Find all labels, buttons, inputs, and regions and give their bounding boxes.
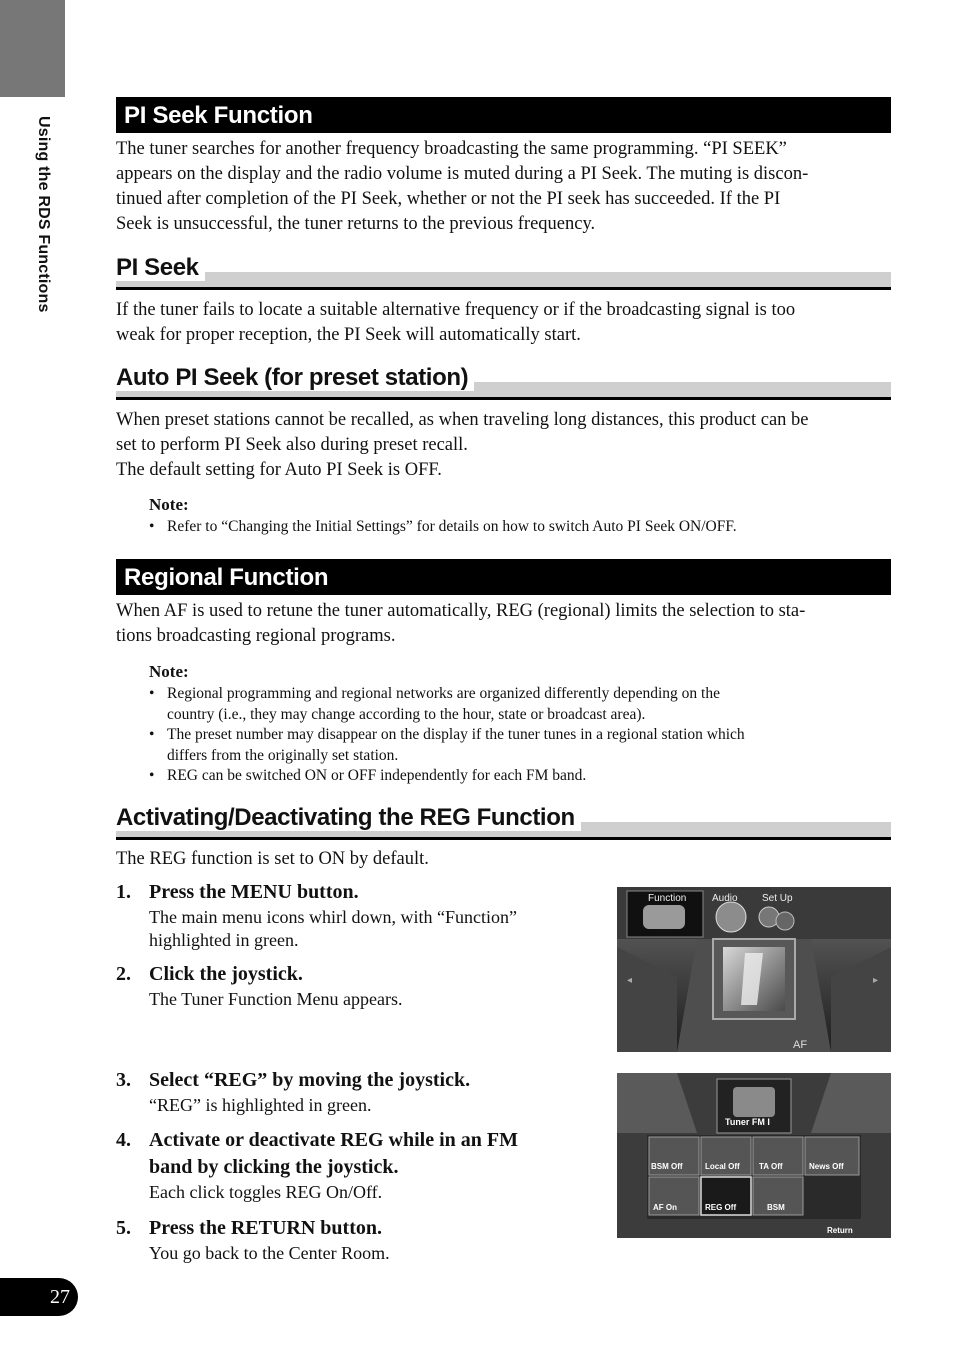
tuner-function-screenshot	[617, 1073, 891, 1238]
regional-function-paragraph	[116, 599, 891, 649]
left-arrow-icon: ◂	[627, 975, 633, 986]
step-1	[116, 879, 586, 952]
heading-text: Activating/Deactivating the REG Function	[116, 804, 581, 831]
note-line: • Regional programming and regional networks are organized differently depending on the	[167, 685, 720, 702]
bsm-off-label: BSM Off	[651, 1162, 683, 1171]
step-description	[116, 1242, 586, 1265]
step-number: 3.	[116, 1069, 131, 1091]
step-title	[116, 1067, 586, 1094]
step-title	[116, 879, 586, 906]
tab-function[interactable]: Function	[648, 893, 687, 904]
step-4	[116, 1127, 586, 1204]
note-line: differs from the originally set station.	[167, 746, 399, 764]
note-list	[149, 517, 869, 538]
bsm-label: BSM	[767, 1203, 785, 1212]
text-line: When AF is used to retune the tuner automatically, REG (regional) limits the selection to sta-	[116, 601, 806, 621]
step-desc-line: The main menu icons whirl down, with “Function”	[149, 907, 517, 927]
af-on-label: AF On	[653, 1203, 677, 1212]
main-menu-screenshot	[617, 887, 891, 1052]
text-line: If the tuner fails to locate a suitable alternative frequency or if the broadcasting signal is too	[116, 300, 796, 320]
tab-audio[interactable]: Audio	[712, 893, 738, 904]
note-line: • REG can be switched ON or OFF independently for each FM band.	[167, 767, 587, 784]
text-line: tions broadcasting regional programs.	[116, 626, 396, 646]
return-button[interactable]: Return	[827, 1226, 853, 1235]
heading-regional-function: Regional Function	[116, 559, 891, 595]
note-list	[149, 684, 869, 787]
text-line: The tuner searches for another frequency broadcasting the same programming. “PI SEEK”	[116, 139, 787, 159]
thumb-tab	[0, 0, 65, 97]
step-number: 4.	[116, 1129, 131, 1151]
note-title: Note:	[149, 662, 189, 681]
ta-off-label: TA Off	[759, 1162, 783, 1171]
step-title-line: band by clicking the joystick.	[149, 1156, 399, 1178]
text-line: tinued after completion of the PI Seek, whether or not the PI seek has succeeded. If the PI	[116, 189, 781, 209]
page-number: 27	[0, 1278, 78, 1316]
step-number: 2.	[116, 963, 131, 985]
local-off-label: Local Off	[705, 1162, 740, 1171]
step-desc-line: The Tuner Function Menu appears.	[149, 989, 403, 1009]
note-item	[149, 725, 869, 766]
note-line: country (i.e., they may change according to the hour, state or broadcast area).	[167, 705, 646, 723]
text-line: Seek is unsuccessful, the tuner returns to the previous frequency.	[116, 214, 596, 234]
tuner-band-label: Tuner FM I	[725, 1117, 770, 1127]
reg-off-label: REG Off	[705, 1203, 737, 1212]
heading-text: Auto PI Seek (for preset station)	[116, 364, 474, 391]
step-title-line: Select “REG” by moving the joystick.	[149, 1069, 471, 1091]
step-desc-line: highlighted in green.	[149, 930, 299, 950]
heading-reg-activation	[116, 804, 891, 840]
tuner-menu-art	[617, 1073, 891, 1238]
step-description	[116, 1181, 586, 1204]
step-number: 5.	[116, 1217, 131, 1239]
tab-set-up[interactable]: Set Up	[762, 893, 793, 904]
step-title-line: Press the MENU button.	[149, 881, 359, 903]
step-2	[116, 961, 586, 1011]
heading-pi-seek-function: PI Seek Function	[116, 97, 891, 133]
heading-auto-pi-seek	[116, 364, 891, 400]
pi-seek-paragraph	[116, 298, 891, 348]
pi-seek-function-paragraph	[116, 137, 891, 237]
step-desc-line: “REG” is highlighted in green.	[149, 1095, 372, 1115]
text-line: The default setting for Auto PI Seek is OFF.	[116, 460, 442, 480]
af-indicator: AF	[793, 1039, 808, 1051]
step-title	[116, 1127, 586, 1181]
auto-pi-seek-paragraph	[116, 408, 891, 483]
note-item	[149, 684, 869, 725]
step-number: 1.	[116, 881, 131, 903]
step-desc-line: You go back to the Center Room.	[149, 1243, 390, 1263]
news-off-label: News Off	[809, 1162, 844, 1171]
note-item: • Refer to “Changing the Initial Settings” for details on how to switch Auto PI Seek ON/OFF.	[149, 517, 869, 538]
reg-intro: The REG function is set to ON by default.	[116, 849, 429, 869]
right-arrow-icon: ▸	[873, 975, 879, 986]
step-title-line: Press the RETURN button.	[149, 1217, 382, 1239]
step-title-line: Activate or deactivate REG while in an FM	[149, 1129, 519, 1151]
step-title-line: Click the joystick.	[149, 963, 303, 985]
text-line: appears on the display and the radio volume is muted during a PI Seek. The muting is discon-	[116, 164, 809, 184]
step-description	[116, 988, 586, 1011]
note-line: • The preset number may disappear on the display if the tuner tunes in a regional station which	[167, 726, 745, 743]
step-title	[116, 961, 586, 988]
text-line: set to perform PI Seek also during preset recall.	[116, 435, 468, 455]
main-menu-art	[617, 887, 891, 1052]
text-line: When preset stations cannot be recalled, as when traveling long distances, this product can be	[116, 410, 809, 430]
heading-text: PI Seek	[116, 254, 205, 281]
step-desc-line: Each click toggles REG On/Off.	[149, 1182, 383, 1202]
step-description	[116, 906, 586, 952]
step-5	[116, 1215, 586, 1265]
text-line: weak for proper reception, the PI Seek will automatically start.	[116, 325, 581, 345]
side-section-label: Using the RDS Functions	[35, 116, 52, 313]
heading-pi-seek	[116, 254, 891, 290]
note-item	[149, 766, 869, 787]
step-description	[116, 1094, 586, 1117]
step-3	[116, 1067, 586, 1117]
step-title	[116, 1215, 586, 1242]
note-title: Note:	[149, 495, 189, 514]
